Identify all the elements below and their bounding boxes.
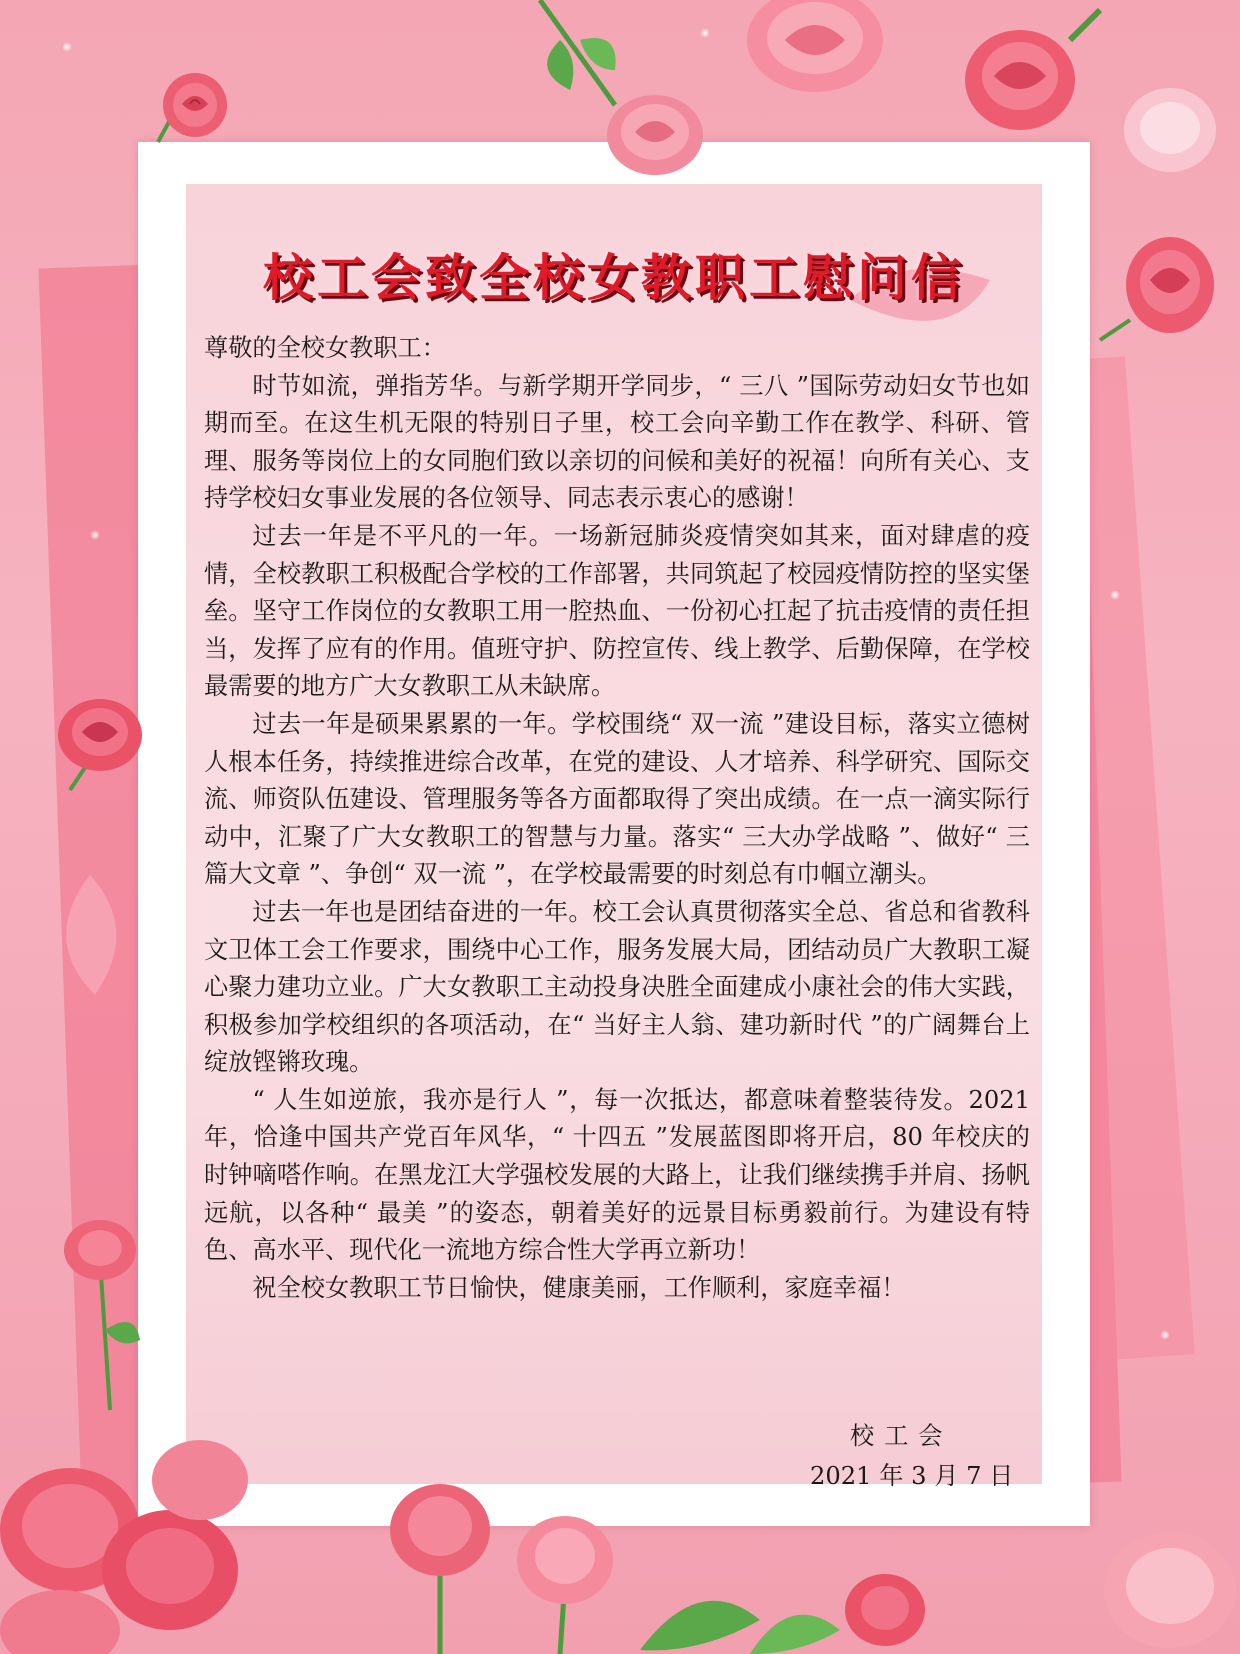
rose-icon (50, 690, 150, 790)
paragraph: 过去一年也是团结奋进的一年。校工会认真贯彻落实全总、省总和省教科文卫体工会工作要求，围绕中心工作，服务发展大局，团结动员广大教职工凝心聚力建功立业。广大女教职工主动投身决胜全面建成小康社会的伟大实践，积极参加学校组织的各项活动，在“ 当好主人翁、建功新时代 ”的广阔舞台上绽放铿锵玫瑰。 (204, 897, 1030, 1077)
letter-date: 2021 年 3 月 7 日 (810, 1462, 1014, 1490)
paragraph: 过去一年是硕果累累的一年。学校围绕“ 双一流 ”建设目标，落实立德树人根本任务，持续推进综合改革，在党的建设、人才培养、科学研究、国际交流、师资队伍建设、管理服务等各方面都取得了突出成绩。在一点一滴实际行动中，汇聚了广大女教职工的智慧与力量。落实“ 三大办学战略 ”、做好“ 三篇大文章 ”、争创“ 双一流 ”，在学校最需要的时刻总有巾帼立潮头。 (204, 709, 1030, 889)
paragraph: “ 人生如逆旅，我亦是行人 ”，每一次抵达，都意味着整装待发。2021 年，恰逢中国共产党百年风华，“ 十四五 ”发展蓝图即将开启，80 年校庆的时钟嘀嗒作响。在黑龙江大学强校发展的大路上，让我们继续携手并肩、扬帆远航，以各种“ 最美 ”的姿态，朝着美好的远景目标勇毅前行。为建设有特色、高水平、现代化一流地方综合性大学再立新功！ (204, 1085, 1030, 1265)
rose-icon (960, 10, 1100, 140)
rose-petal-icon (50, 870, 130, 1000)
signature: 校工会 (850, 1422, 953, 1450)
rose-icon (1090, 1530, 1240, 1654)
paragraph: 过去一年是不平凡的一年。一场新冠肺炎疫情突如其来，面对肆虐的疫情，全校教职工积极配合学校的工作部署，共同筑起了校园疫情防控的坚实堡垒。坚守工作岗位的女教职工用一腔热血、一份初心扛起了抗击疫情的责任担当，发挥了应有的作用。值班守护、防控宣传、线上教学、后勤保障，在学校最需要的地方广大女教职工从未缺席。 (204, 521, 1030, 701)
rose-icon (840, 1570, 930, 1654)
letter-body (204, 330, 1030, 1307)
paragraph: 时节如流，弹指芳华。与新学期开学同步，“ 三八 ”国际劳动妇女节也如期而至。在这生机无限的特别日子里，校工会向辛勤工作在教学、科研、管理、服务等岗位上的女同胞们致以亲切的问候和美好的祝福！向所有关心、支持学校妇女事业发展的各位领导、同志表示衷心的感谢！ (204, 371, 1030, 513)
salutation: 尊敬的全校女教职工： (204, 334, 446, 362)
sparkle (1160, 1330, 1170, 1340)
leaf-icon (640, 1560, 840, 1654)
letter-title: 校工会致全校女教职工慰问信 (263, 248, 965, 307)
rose-icon (1110, 230, 1220, 350)
sparkle (700, 28, 710, 38)
rose-icon (1120, 80, 1220, 180)
leaf-icon (520, 0, 630, 110)
rose-icon (510, 1510, 620, 1654)
closing-wish: 祝全校女教职工节日愉快，健康美丽，工作顺利，家庭幸福！ (252, 1273, 906, 1302)
rose-icon (0, 1420, 260, 1654)
sparkle (1110, 590, 1120, 600)
rose-icon (50, 1210, 150, 1410)
rose-icon (740, 0, 890, 110)
sparkle (90, 530, 100, 540)
sparkle (62, 42, 72, 52)
rose-icon (380, 1480, 500, 1654)
rose-icon (150, 60, 240, 150)
